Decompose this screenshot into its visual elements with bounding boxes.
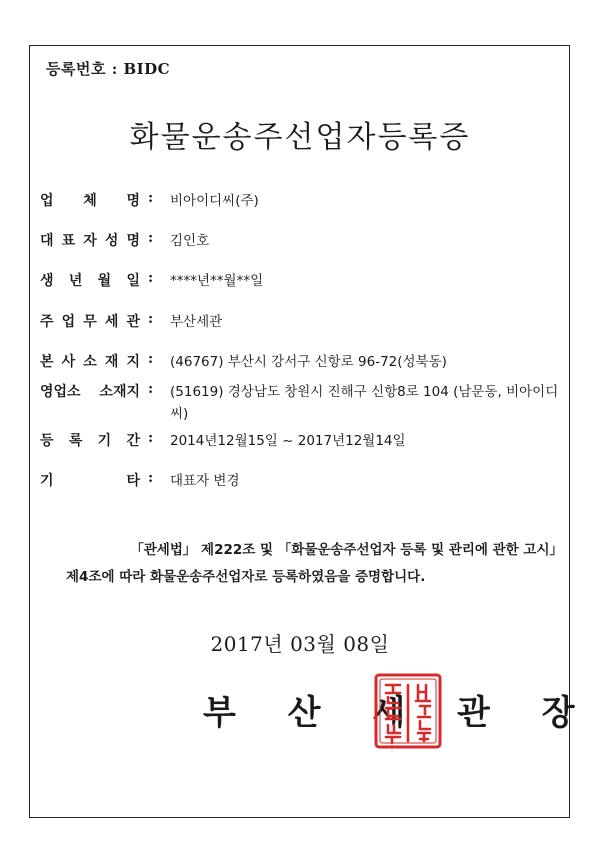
field-label-char: 록 (68, 433, 83, 449)
field-value: ****년**월**일 (170, 273, 264, 289)
field-label-char: 재 (104, 354, 119, 370)
field-label-char: 주 (40, 314, 54, 330)
field-label-char: 업 (61, 314, 76, 330)
field-colon: : (148, 430, 154, 446)
document-title: 화물운송주선업자등록증 (129, 120, 471, 155)
field-label-char: 소재지 (99, 384, 140, 400)
field-label (40, 311, 140, 331)
field-label (40, 351, 140, 371)
field-label-char: 사 (61, 354, 76, 370)
registration-separator: : (111, 60, 118, 78)
field-label-char: 기 (40, 473, 54, 489)
field-label (40, 190, 140, 210)
field-label-char: 체 (83, 193, 97, 209)
field-colon: : (148, 351, 154, 367)
field-label-char: 년 (68, 273, 83, 289)
field-label-char: 대 (40, 233, 54, 249)
registration-number (46, 58, 170, 79)
field-label-char: 영업소 (40, 384, 81, 400)
statement-line-2: 제4조에 따라 화물운송주선업자로 등록하였음을 증명합니다. (66, 569, 426, 585)
issue-date: 2017년 03월 08일 (210, 632, 390, 656)
official-seal-icon (374, 673, 442, 749)
registration-label: 등록번호 (46, 60, 106, 78)
field-colon: : (148, 190, 154, 206)
field-label-char: 세 (104, 314, 119, 330)
field-label-char: 간 (126, 433, 140, 449)
field-label-char: 자 (83, 233, 97, 249)
field-label (40, 430, 140, 450)
field-label-char: 월 (97, 273, 112, 289)
field-label-char: 무 (83, 314, 97, 330)
field-label-char: 표 (61, 233, 76, 249)
field-label (40, 381, 140, 401)
field-label (40, 270, 140, 290)
field-label-char: 성 (104, 233, 119, 249)
field-label-char: 관 (126, 314, 140, 330)
field-colon: : (148, 381, 154, 397)
field-colon: : (148, 270, 154, 286)
field-value: 2014년12월15일 ~ 2017년12월14일 (170, 433, 406, 449)
field-value: 김인호 (170, 233, 210, 249)
field-value: (46767) 부산시 강서구 신항로 96-72(성북동) (170, 354, 447, 370)
field-label-char: 본 (40, 354, 54, 370)
field-colon: : (148, 470, 154, 486)
field-label-char: 명 (126, 233, 140, 249)
certification-statement (40, 537, 565, 591)
field-value: 비아이디씨(주) (170, 193, 259, 209)
field-value: 부산세관 (170, 314, 223, 330)
field-label (40, 230, 140, 250)
field-label-char: 지 (126, 354, 140, 370)
field-label-char: 타 (126, 473, 140, 489)
field-label-char: 기 (97, 433, 112, 449)
issuer-name: 부 산 세 관 장 (203, 693, 595, 733)
field-value: 대표자 변경 (170, 473, 240, 489)
field-label-char: 생 (40, 273, 54, 289)
registration-value: BIDC (123, 60, 171, 78)
field-label-char: 등 (40, 433, 54, 449)
statement-line-1: 「관세법」 제222조 및 「화물운송주선업자 등록 및 관리에 관한 고시」 (130, 542, 563, 558)
field-label-char: 명 (126, 193, 140, 209)
field-label-char: 일 (126, 273, 140, 289)
field-label-char: 소 (83, 354, 97, 370)
field-label (40, 470, 140, 490)
field-colon: : (148, 311, 154, 327)
field-colon: : (148, 230, 154, 246)
field-value: (51619) 경상남도 창원시 진해구 신항8로 104 (남문동, 비아이디씨) (170, 384, 559, 422)
field-label-char: 업 (40, 193, 54, 209)
